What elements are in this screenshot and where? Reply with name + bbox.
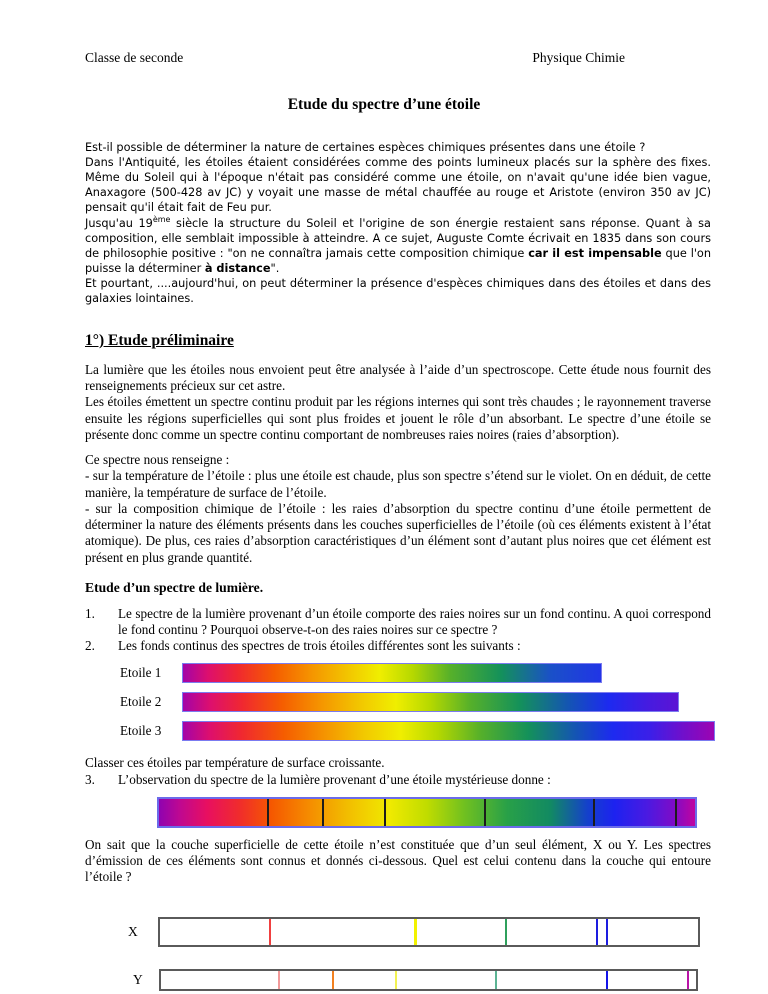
spectral-line (675, 799, 677, 826)
spectral-line (593, 799, 595, 826)
section-1-heading: 1°) Etude préliminaire (85, 331, 234, 349)
question-3-number: 3. (85, 771, 95, 787)
star-spectra-group (0, 663, 768, 741)
header-class-label: Classe de seconde (85, 50, 184, 65)
element-x-row (128, 917, 768, 947)
spectral-line (322, 799, 324, 826)
etoile-2-spectrum-bar (182, 692, 679, 712)
mystery-star-spectrum-wrap (157, 797, 768, 828)
etoile-1-row (120, 663, 768, 683)
intro-bold-impensable: car il est impensable (528, 246, 662, 260)
element-x-emission-spectrum (158, 917, 700, 947)
intro-bold-distance: à distance (204, 261, 271, 275)
element-y-emission-spectrum (159, 969, 698, 991)
question-2-text: Les fonds continus des spectres de trois étoiles différentes sont les suivants : (118, 638, 521, 654)
study-sub-heading: Etude d’un spectre de lumière. (85, 579, 264, 595)
spectral-line (495, 971, 497, 989)
question-3 (85, 772, 711, 788)
intro-paragraph-2: Jusqu'au 19ème siècle la structure du Soleil et l'origine de son énergie restaient sans réponse. Quant à sa composition, elle semblait impossible à atteindre. A ce sujet, Auguste Comte écrivait en 1835 dans son cours de philosophie positive : "on ne connaîtra jamais cette composition chimique car il est impensable que l'on puisse la déterminer à distance". (85, 215, 712, 275)
question-1-number: 1. (85, 605, 95, 621)
intro-paragraph-1: Dans l'Antiquité, les étoiles étaient considérées comme des points lumineux placés sur la sphère des fixes. Même du Soleil qui à l'époque n'était pas considéré comme une étoile, on n'avait qu'une idée bien vague, Anaxagore (500-428 av JC) y voyait une masse de métal chauffée au rouge et Aristote (environ 350 av JC) pensait qu'il était fait de Feu pur. (85, 156, 711, 215)
question-1-text: Le spectre de la lumière provenant d’un étoile comporte des raies noires sur un fond continu. A quoi correspond le fond continu ? Pourquoi observe-t-on des raies noires sur ce spectre ? (118, 605, 711, 637)
spectral-line (395, 971, 397, 989)
spectral-line (484, 799, 486, 826)
section-1-paragraph-2: Ce spectre nous renseigne : - sur la température de l’étoile : plus une étoile est chaude, plus son spectre s’étend sur le violet. On en déduit, de cette manière, la température de surface de l’étoile. - sur la composition chimique de l’étoile : les raies d’absorption du spectre continu d’une étoile permettent de déterminer la nature des éléments présents dans les couches superficielles de l’étoile (où ces éléments existent à l’état atomique). De plus, ces raies d’absorption caractéristiques d’un élément sont d’autant plus noires que cet élément est présent en plus grande quantité. (85, 452, 711, 565)
etoile-1-label: Etoile 1 (120, 665, 162, 681)
question-2 (85, 638, 711, 654)
spectral-line (687, 971, 689, 989)
intro-paragraph-3: Et pourtant, ....aujourd'hui, on peut déterminer la présence d'espèces chimiques dans des étoiles et dans des galaxies lointaines. (85, 276, 711, 305)
element-x-label: X (128, 923, 138, 939)
spectral-line (267, 799, 269, 826)
element-y-label: Y (133, 971, 143, 987)
etoile-2-label: Etoile 2 (120, 694, 162, 710)
spectral-line (332, 971, 334, 989)
page-header (85, 50, 625, 66)
superscript-eme: ème (152, 215, 171, 225)
question-3-text: L’observation du spectre de la lumière provenant d’une étoile mystérieuse donne : (118, 771, 551, 787)
etoile-1-spectrum-bar (182, 663, 602, 683)
etoile-3-row (120, 721, 768, 741)
spectral-line (414, 919, 417, 945)
etoile-3-spectrum-bar (182, 721, 715, 741)
classer-instruction: Classer ces étoiles par température de surface croissante. (85, 755, 385, 771)
question-3-block (85, 755, 711, 787)
spectral-line (278, 971, 280, 989)
question-1 (85, 606, 711, 638)
etoile-2-row (120, 692, 768, 712)
mystery-star-absorption-spectrum (157, 797, 697, 828)
spectral-line (606, 971, 608, 989)
etoile-3-label: Etoile 3 (120, 723, 162, 739)
spectral-line (596, 919, 598, 945)
after-spectrum-paragraph: On sait que la couche superficielle de cette étoile n’est constituée que d’un seul élément, X ou Y. Les spectres d’émission de ces éléments sont connus et donnés ci-dessous. Quel est celui contenu dans la couche qui entoure l’étoile ? (85, 836, 711, 885)
document-title: Etude du spectre d’une étoile (287, 96, 481, 113)
intro-question: Est-il possible de déterminer la nature de certaines espèces chimiques présentes dans une étoile ? (85, 141, 646, 154)
spectral-line (606, 919, 608, 945)
header-subject-label: Physique Chimie (532, 50, 625, 65)
section-1-paragraph-1: La lumière que les étoiles nous envoient peut être analysée à l’aide d’un spectroscope. Cette étude nous fournit des renseignements précieux sur cet astre. Les étoiles émettent un spectre continu produit par les régions internes qui sont très chaudes ; le rayonnement traverse ensuite les régions superficielles qui sont plus froides et jouent le rôle d’un absorbant. Le spectre d’une étoile se présente donc comme un spectre continu comportant de nombreuses raies noires (raies d’absorption). (85, 361, 711, 442)
spectral-line (505, 919, 507, 945)
question-2-number: 2. (85, 638, 95, 654)
spectral-line (269, 919, 271, 945)
question-list (85, 606, 711, 655)
spectral-line (384, 799, 386, 826)
element-y-row (133, 969, 768, 991)
intro-block (85, 140, 711, 306)
